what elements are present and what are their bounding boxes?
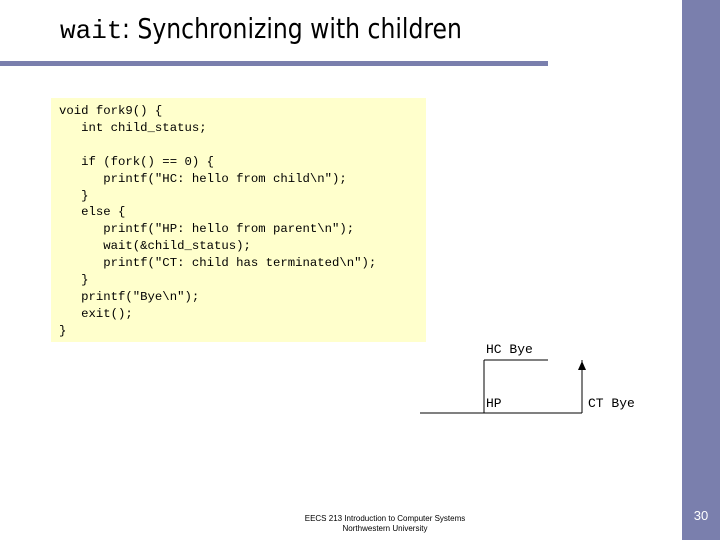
hc-bye-label: HC Bye <box>486 342 533 357</box>
code-line: printf("HC: hello from child\n"); <box>59 171 347 186</box>
code-line: void fork9() { <box>59 104 163 118</box>
code-line: wait(&child_status); <box>59 239 251 254</box>
code-line: } <box>59 273 89 288</box>
page-number: 30 <box>693 508 709 523</box>
code-line: if (fork() == 0) { <box>59 154 214 169</box>
code-line: printf("CT: child has terminated\n"); <box>59 256 377 271</box>
footer-university: Northwestern University <box>342 524 428 533</box>
code-line: } <box>59 323 67 338</box>
title-code-word: wait <box>60 16 123 46</box>
title-text: : Synchronizing with children <box>122 12 463 45</box>
code-line: else { <box>59 205 126 220</box>
hp-label: HP <box>486 396 502 411</box>
footer-course: EECS 213 Introduction to Computer Systems <box>304 514 466 523</box>
code-line: int child_status; <box>59 120 207 135</box>
code-line: printf("HP: hello from parent\n"); <box>59 222 355 237</box>
footer <box>270 514 500 534</box>
code-line: } <box>59 188 89 203</box>
code-line: exit(); <box>59 306 133 321</box>
code-line: printf("Bye\n"); <box>59 289 200 304</box>
wait-arrow-head <box>578 361 586 370</box>
ct-bye-label: CT Bye <box>588 396 635 411</box>
